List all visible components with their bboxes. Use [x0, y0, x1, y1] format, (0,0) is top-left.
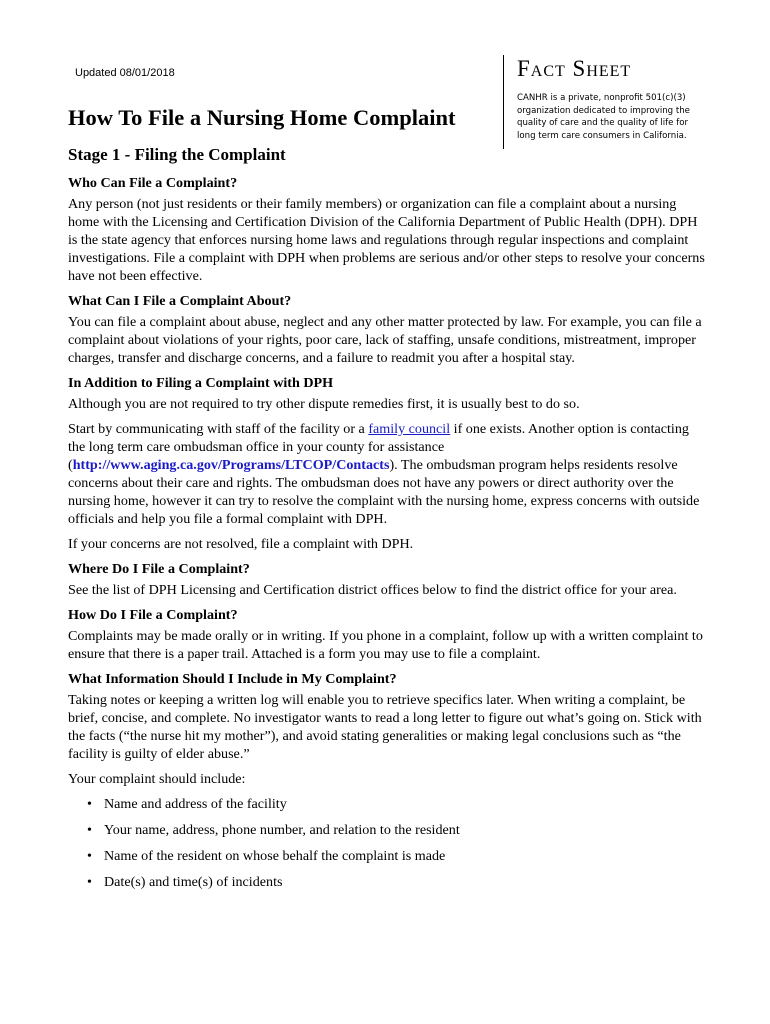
- addition-text-c: ). The ombudsman program helps residents resolve concerns about their care and rights. The ombudsman does not have any powers or direct authority over the nursing home, however it can try to resolve the complaint with the nursing home, express concerns with outside officials and help you file a formal complaint with DPH.: [68, 457, 700, 527]
- addition-paragraph-3: If your concerns are not resolved, file a complaint with DPH.: [68, 536, 414, 552]
- section-heading-where: Where Do I File a Complaint?: [68, 561, 250, 577]
- complaint-contents-list: [68, 795, 708, 891]
- fact-sheet-label: Fact Sheet: [517, 56, 632, 81]
- list-item: [68, 847, 708, 865]
- ombudsman-contacts-link[interactable]: http://www.aging.ca.gov/Programs/LTCOP/Contacts: [72, 457, 390, 473]
- family-council-link[interactable]: family council: [368, 421, 451, 437]
- section-heading-information: What Information Should I Include in My Complaint?: [68, 671, 397, 687]
- header-divider: [503, 55, 504, 149]
- bullet-icon: •: [87, 822, 92, 838]
- section-heading-who: Who Can File a Complaint?: [68, 175, 238, 191]
- addition-paragraph-2: [68, 420, 708, 528]
- list-item: [68, 873, 708, 891]
- org-description: CANHR is a private, nonprofit 501(c)(3) organization dedicated to improving the quality of care and the quality of life for long term care consumers in California.: [517, 93, 690, 141]
- bullet-icon: •: [87, 874, 92, 890]
- page-title: How To File a Nursing Home Complaint: [68, 105, 456, 130]
- list-item: [68, 821, 708, 839]
- bullet-icon: •: [87, 796, 92, 812]
- list-intro: Your complaint should include:: [68, 771, 246, 787]
- addition-text-a: Start by communicating with staff of the facility or a: [68, 421, 369, 437]
- addition-paragraph-1: Although you are not required to try other dispute remedies first, it is usually best to do so.: [68, 396, 580, 412]
- list-item: [68, 795, 708, 813]
- section-body-who: Any person (not just residents or their family members) or organization can file a complaint about a nursing home with the Licensing and Certification Division of the California Department of Public Health (DPH). DPH is the state agency that enforces nursing home laws and regulations through regular inspections and complaint investigations. File a complaint with DPH when problems are serious and/or other steps to resolve your concerns have not been effective.: [68, 196, 705, 284]
- stage-heading: Stage 1 - Filing the Complaint: [68, 145, 286, 164]
- section-heading-what: What Can I File a Complaint About?: [68, 293, 292, 309]
- section-heading-addition: In Addition to Filing a Complaint with DPH: [68, 375, 334, 391]
- updated-date: Updated 08/01/2018: [75, 67, 175, 79]
- addition-text-b: if one exists. Another option is contacting the long term care ombudsman office in your county for assistance (: [68, 421, 689, 473]
- list-item-text: Name and address of the facility: [104, 796, 287, 812]
- section-body-how: Complaints may be made orally or in writing. If you phone in a complaint, follow up with a written complaint to ensure that there is a paper trail. Attached is a form you may use to file a complaint.: [68, 628, 703, 662]
- bullet-icon: •: [87, 848, 92, 864]
- list-item-text: Date(s) and time(s) of incidents: [104, 874, 283, 890]
- section-heading-how: How Do I File a Complaint?: [68, 607, 238, 623]
- list-item-text: Your name, address, phone number, and relation to the resident: [104, 822, 460, 838]
- section-body-what: You can file a complaint about abuse, neglect and any other matter protected by law. For example, you can file a complaint about violations of your rights, poor care, lack of staffing, unsafe conditions, mistreatment, improper charges, transfer and discharge concerns, and a failure to readmit you after a hospital stay.: [68, 314, 702, 366]
- section-body-where: See the list of DPH Licensing and Certification district offices below to find the district office for your area.: [68, 582, 677, 598]
- list-item-text: Name of the resident on whose behalf the complaint is made: [104, 848, 446, 864]
- section-body-information: Taking notes or keeping a written log will enable you to retrieve specifics later. When writing a complaint, be brief, concise, and complete. No investigator wants to read a long letter to figure out what’s going on. Stick with the facts (“the nurse hit my mother”), and avoid stating generalities or making legal conclusions such as “the facility is guilty of elder abuse.”: [68, 692, 702, 762]
- document-body: [68, 146, 708, 899]
